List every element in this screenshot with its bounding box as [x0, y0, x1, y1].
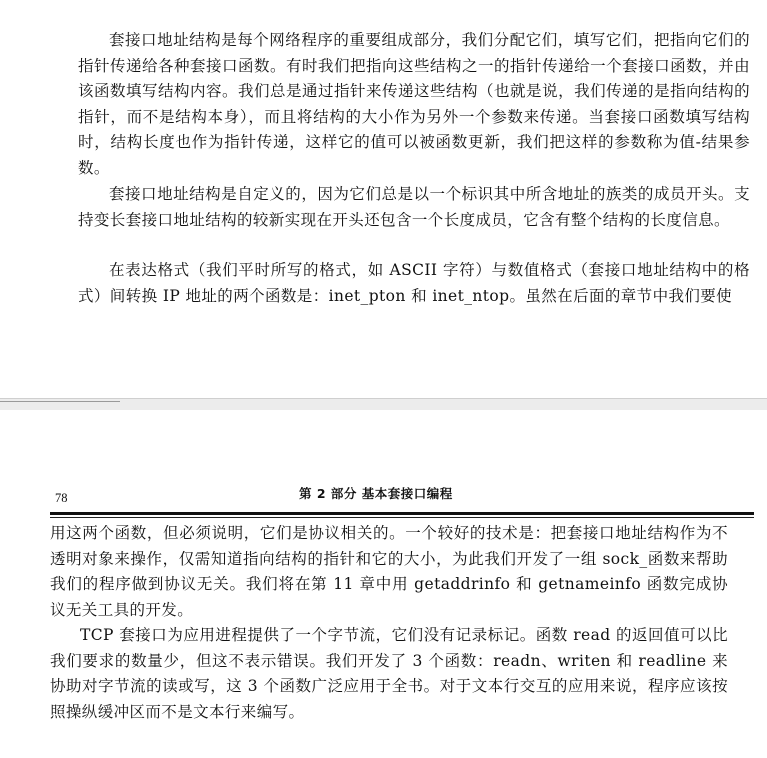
paragraph-tcp-byte-stream: TCP 套接口为应用进程提供了一个字节流，它们没有记录标记。函数 read 的返回值可以比我们要求的数量少，但这不表示错误。我们开发了 3 个函数：readn、writen 和 readline 来协助对字节流的读或写，这 3 个函数广泛应用于全书。对于文本行交互的应用来说，程序应该按照操纵缓冲区而不是文本行来编写。 — [50, 626, 728, 721]
paragraph-protocol-independent: 用这两个函数，但必须说明，它们是协议相关的。一个较好的技术是：把套接口地址结构作为不透明对象来操作，仅需知道指向结构的指针和它的大小，为此我们开发了一组 sock_函数来帮助我们的程序做到协议无关。我们将在第 11 章中用 getaddrinfo 和 getnameinfo 函数完成协议无关工具的开发。 — [50, 524, 728, 619]
page-number: 78 — [55, 491, 68, 505]
paragraph-inet-functions: 在表达格式（我们平时所写的格式，如 ASCII 字符）与数值格式（套接口地址结构中的格式）间转换 IP 地址的两个函数是：inet_pton 和 inet_ntop。虽然在后面的章节中我们要使 — [78, 261, 750, 305]
header-rule — [50, 512, 754, 515]
paragraph-sockaddr-family: 套接口地址结构是自定义的，因为它们总是以一个标识其中所含地址的族类的成员开头。支持变长套接口地址结构的较新实现在开头还包含一个长度成员，它含有整个结构的长度信息。 — [78, 185, 750, 229]
paragraph-sockaddr-intro: 套接口地址结构是每个网络程序的重要组成部分，我们分配它们，填写它们，把指向它们的指针传递给各种套接口函数。有时我们把指向这些结构之一的指针传递给一个套接口函数，并由该函数填写结构内容。我们总是通过指针来传递这些结构（也就是说，我们传递的是指向结构的指针，而不是结构本身），而且将结构的大小作为另外一个参数来传递。当套接口函数填写结构时，结构长度也作为指针传递，这样它的值可以被函数更新，我们把这样的参数称为值-结果参数。 — [78, 31, 750, 177]
running-head: 第 2 部分 基本套接口编程 — [299, 486, 453, 501]
